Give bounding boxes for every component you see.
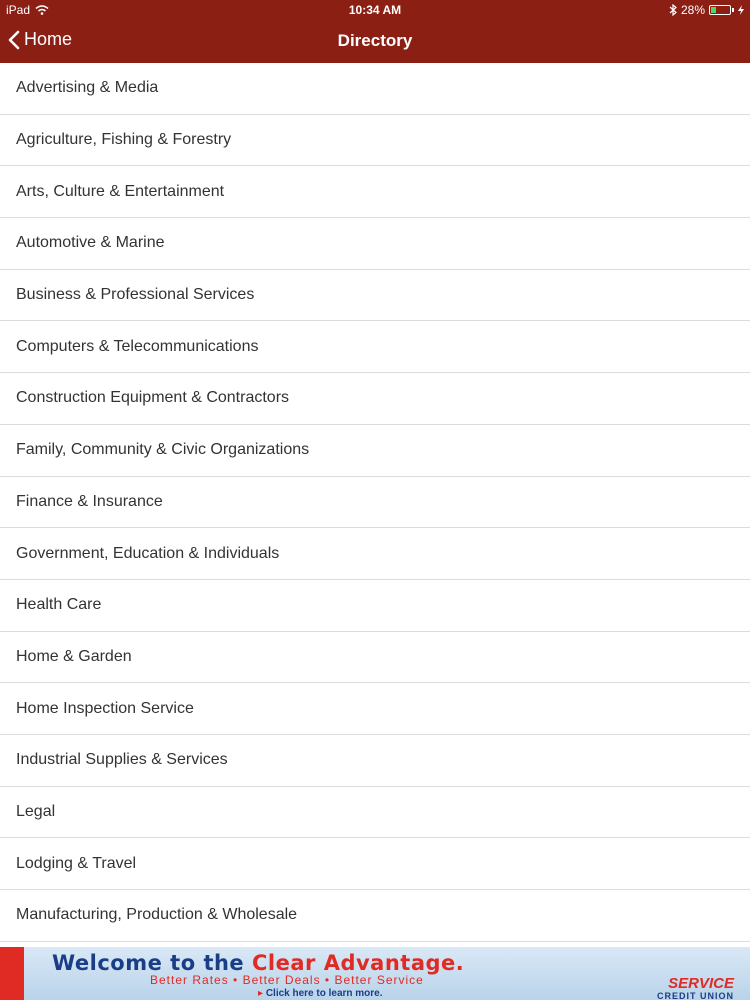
list-item[interactable] <box>0 373 750 425</box>
charging-icon <box>738 5 744 15</box>
list-item[interactable] <box>0 477 750 529</box>
banner-tagline: Better Rates • Better Deals • Better Service <box>150 973 424 987</box>
arrow-right-icon: ▸ <box>258 988 264 999</box>
banner-cta-label: Click here to learn more. <box>265 988 383 999</box>
list-item-label: Construction Equipment & Contractors <box>16 389 290 407</box>
list-item[interactable] <box>0 270 750 322</box>
page-title: Directory <box>337 31 413 50</box>
list-item-label: Legal <box>16 802 56 820</box>
list-item-label: Arts, Culture & Entertainment <box>16 182 225 200</box>
list-item-label: Advertising & Media <box>16 79 159 97</box>
battery-fill <box>711 7 716 13</box>
list-item[interactable] <box>0 787 750 839</box>
navigation-bar <box>0 20 750 63</box>
list-item[interactable] <box>0 166 750 218</box>
logo-sub-text: CREDIT UNION <box>657 991 734 1000</box>
banner-cta[interactable] <box>258 988 383 999</box>
status-bar <box>0 0 750 20</box>
list-item-label: Home Inspection Service <box>16 699 194 717</box>
logo-main-text: SERVICE <box>668 975 734 992</box>
service-credit-union-logo <box>657 977 734 1000</box>
list-item-label: Health Care <box>16 596 102 614</box>
list-item-label: Family, Community & Civic Organizations <box>16 441 310 459</box>
category-list <box>0 63 750 943</box>
list-item-label: Finance & Insurance <box>16 492 163 510</box>
banner-headline <box>52 951 464 975</box>
list-item[interactable] <box>0 528 750 580</box>
list-item[interactable] <box>0 580 750 632</box>
banner-headline-advantage: Clear Advantage. <box>252 951 465 975</box>
list-item[interactable] <box>0 632 750 684</box>
list-item[interactable] <box>0 321 750 373</box>
list-item-label: Lodging & Travel <box>16 854 137 872</box>
bluetooth-icon <box>669 4 677 16</box>
banner-accent-stripe <box>0 947 24 1000</box>
list-item-label: Home & Garden <box>16 647 132 665</box>
list-item-label: Computers & Telecommunications <box>16 337 259 355</box>
list-item-label: Industrial Supplies & Services <box>16 751 228 769</box>
back-button-label: Home <box>24 29 73 49</box>
battery-cap <box>732 8 734 12</box>
list-item-label: Business & Professional Services <box>16 286 255 304</box>
status-right <box>669 3 744 17</box>
list-item-label: Agriculture, Fishing & Forestry <box>16 131 232 149</box>
list-item[interactable] <box>0 838 750 890</box>
list-item-label: Manufacturing, Production & Wholesale <box>16 906 298 924</box>
ad-banner[interactable] <box>0 947 750 1000</box>
list-item[interactable] <box>0 735 750 787</box>
list-item-label: Government, Education & Individuals <box>16 544 280 562</box>
list-item[interactable] <box>0 425 750 477</box>
list-item[interactable] <box>0 63 750 115</box>
device-label: iPad <box>6 3 31 17</box>
list-item[interactable] <box>0 890 750 942</box>
status-time: 10:34 AM <box>348 3 402 17</box>
list-item[interactable] <box>0 218 750 270</box>
list-item-label: Automotive & Marine <box>16 234 165 252</box>
battery-percent: 28% <box>680 3 705 17</box>
list-item[interactable] <box>0 683 750 735</box>
banner-headline-welcome: Welcome to the <box>52 951 252 975</box>
list-item[interactable] <box>0 115 750 167</box>
battery-icon <box>709 5 731 15</box>
